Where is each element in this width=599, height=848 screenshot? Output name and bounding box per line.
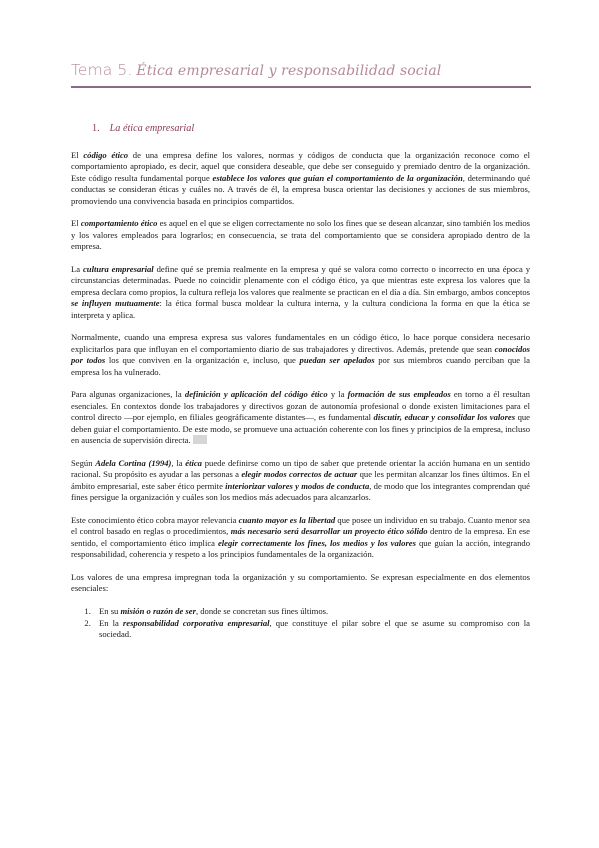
text: , determinando qué conductas se consideran éticas y cuáles no. A través de él, la empresa busca orientar las decisiones y acciones de sus miembros, promoviendo una convivencia basada en principios compartidos.: [71, 172, 531, 206]
text: que deben guiar el comportamiento. De este modo, se promueve una actuación coherente con los fines y principios de la empresa, incluso en ausencia de supervisión directa.: [71, 412, 530, 446]
highlight-mark: [193, 435, 207, 444]
emphasis: comportamiento ético: [80, 218, 158, 229]
text: que guían la acción, integrando responsabilidad, coherencia y respeto a los principios fundamentales de la organización.: [71, 537, 530, 560]
text: que les permitan alcanzar los fines últimos. En el ámbito empresarial, este saber ético permite: [71, 469, 530, 491]
paragraph-cultura-empresarial: [71, 264, 530, 321]
text: Este conocimiento ético cobra mayor relevancia: [71, 514, 239, 525]
paragraph-comportamiento-etico: [71, 218, 530, 252]
text: los que conviven en la organización e, incluso, que: [105, 355, 300, 366]
paragraph-formacion-empleados: [71, 389, 530, 446]
text: , de modo que los integrantes comprendan qué fines persigue la organización y cuáles son los medios más adecuados para alcanzarlos.: [71, 480, 530, 503]
emphasis: se influyen mutuamente: [71, 298, 160, 309]
emphasis: conocidos por todos: [71, 343, 530, 366]
title-subtitle: Ética empresarial y responsabilidad social: [136, 63, 442, 79]
emphasis: elegir modos correctos de actuar: [241, 469, 358, 480]
text: y la: [327, 389, 348, 400]
document-body: [71, 150, 530, 640]
emphasis: discutir, educar y consolidar los valores: [373, 412, 516, 423]
text: puede definirse como un tipo de saber que pretende orientar la acción humana en un sentido racional. Su propósito es ayudar a las personas a: [71, 457, 530, 480]
text: , que constituye el pilar sobre el que se asume su compromiso con la sociedad.: [99, 617, 530, 639]
text: Según: [71, 457, 96, 468]
text: , donde se concretan sus fines últimos.: [195, 606, 329, 617]
emphasis: misión o razón de ser: [120, 606, 196, 617]
text: que posee un individuo en su trabajo. Cuanto menor sea el control basado en reglas o procedimientos,: [71, 514, 530, 537]
emphasis: interiorizar valores y modos de conducta: [225, 480, 370, 491]
text: dentro de la empresa. En ese sentido, el comportamiento ético implica: [71, 526, 530, 548]
text: en torno a él resultan esenciales. En contextos donde los trabajadores y directivos gozan de autonomía profesional o donde existen limitaciones para el control directo —por ejemplo, en filiales geográficamente distantes—, es fundamental: [71, 389, 530, 423]
title-tema: Tema 5.: [71, 61, 133, 79]
elements-list: [71, 606, 530, 640]
emphasis: cuanto mayor es la libertad: [238, 514, 336, 525]
paragraph-adela-cortina: [71, 458, 530, 504]
list-item: [93, 606, 530, 617]
section-heading: [92, 123, 194, 134]
text: En la: [99, 617, 123, 628]
section-title: La ética empresarial: [109, 123, 195, 134]
emphasis: código ético: [83, 150, 129, 160]
emphasis: más necesario será desarrollar un proyecto ético sólido: [230, 526, 428, 537]
document-title: [71, 60, 531, 81]
text: El: [71, 218, 81, 229]
text: El: [71, 150, 84, 160]
text: de una empresa define los valores, normas y códigos de conducta que la organización reconoce como el comportamiento apropiado, es decir, aquel que considera deseable, que debe ser conseguido y premiado dentro de la organización. Este código resulta fundamental porque: [71, 150, 530, 183]
text: por sus miembros cuando perciban que la empresa los ha vulnerado.: [71, 355, 530, 377]
text: En su: [99, 606, 121, 617]
emphasis: elegir correctamente los fines, los medios y los valores: [217, 537, 416, 548]
emphasis: definición y aplicación del código ético: [184, 389, 328, 400]
text: La: [71, 264, 83, 275]
emphasis: establece los valores que guían el comportamiento de la organización: [212, 172, 463, 183]
emphasis: cultura empresarial: [82, 264, 154, 275]
list-item: [93, 618, 530, 641]
emphasis: Adela Cortina (1994): [95, 457, 172, 468]
emphasis: formación de sus empleados: [347, 389, 451, 400]
text: Para algunas organizaciones, la: [71, 389, 185, 400]
section-number: 1.: [92, 123, 100, 134]
emphasis: puedan ser apelados: [299, 355, 375, 366]
title-divider: [71, 86, 531, 88]
text: , la: [171, 457, 186, 468]
text: es aquel en el que se eligen correctamente no solo los fines que se desean alcanzar, sino también los medios y los valores empleados para lograrlos; en consecuencia, se trata del comportamiento que se considera apropiado dentro de la empresa.: [71, 218, 530, 252]
emphasis: responsabilidad corporativa empresarial: [122, 617, 270, 628]
paragraph-libertad: [71, 515, 530, 561]
text: Normalmente, cuando una empresa expresa sus valores fundamentales en un código ético, lo hace porque considera necesario explicitarlos para que influyan en el comportamiento diario de sus trabajadores y directivos. Además, pretende que sean: [71, 332, 530, 354]
emphasis: ética: [185, 457, 202, 468]
text: define qué se premia realmente en la empresa y qué se valora como correcto o incorrecto en una época y circunstancias determinadas. Puede no coincidir plenamente con el código ético, ya que mientras este expresa los valores que la empresa declara como propios, la cultura refleja los valores que realmente se practican en el día a día. Sin embargo, ambos conceptos: [71, 264, 531, 297]
paragraph-valores-elementos: Los valores de una empresa impregnan toda la organización y su comportamiento. Se expresan especialmente en dos elementos esenciales:: [71, 571, 530, 594]
paragraph-codigo-etico: [71, 150, 530, 207]
paragraph-valores-fundamentales: [71, 332, 530, 378]
text: : la ética formal busca moldear la cultura interna, y la cultura condiciona la forma en que la ética se interpreta y aplica.: [71, 298, 530, 320]
